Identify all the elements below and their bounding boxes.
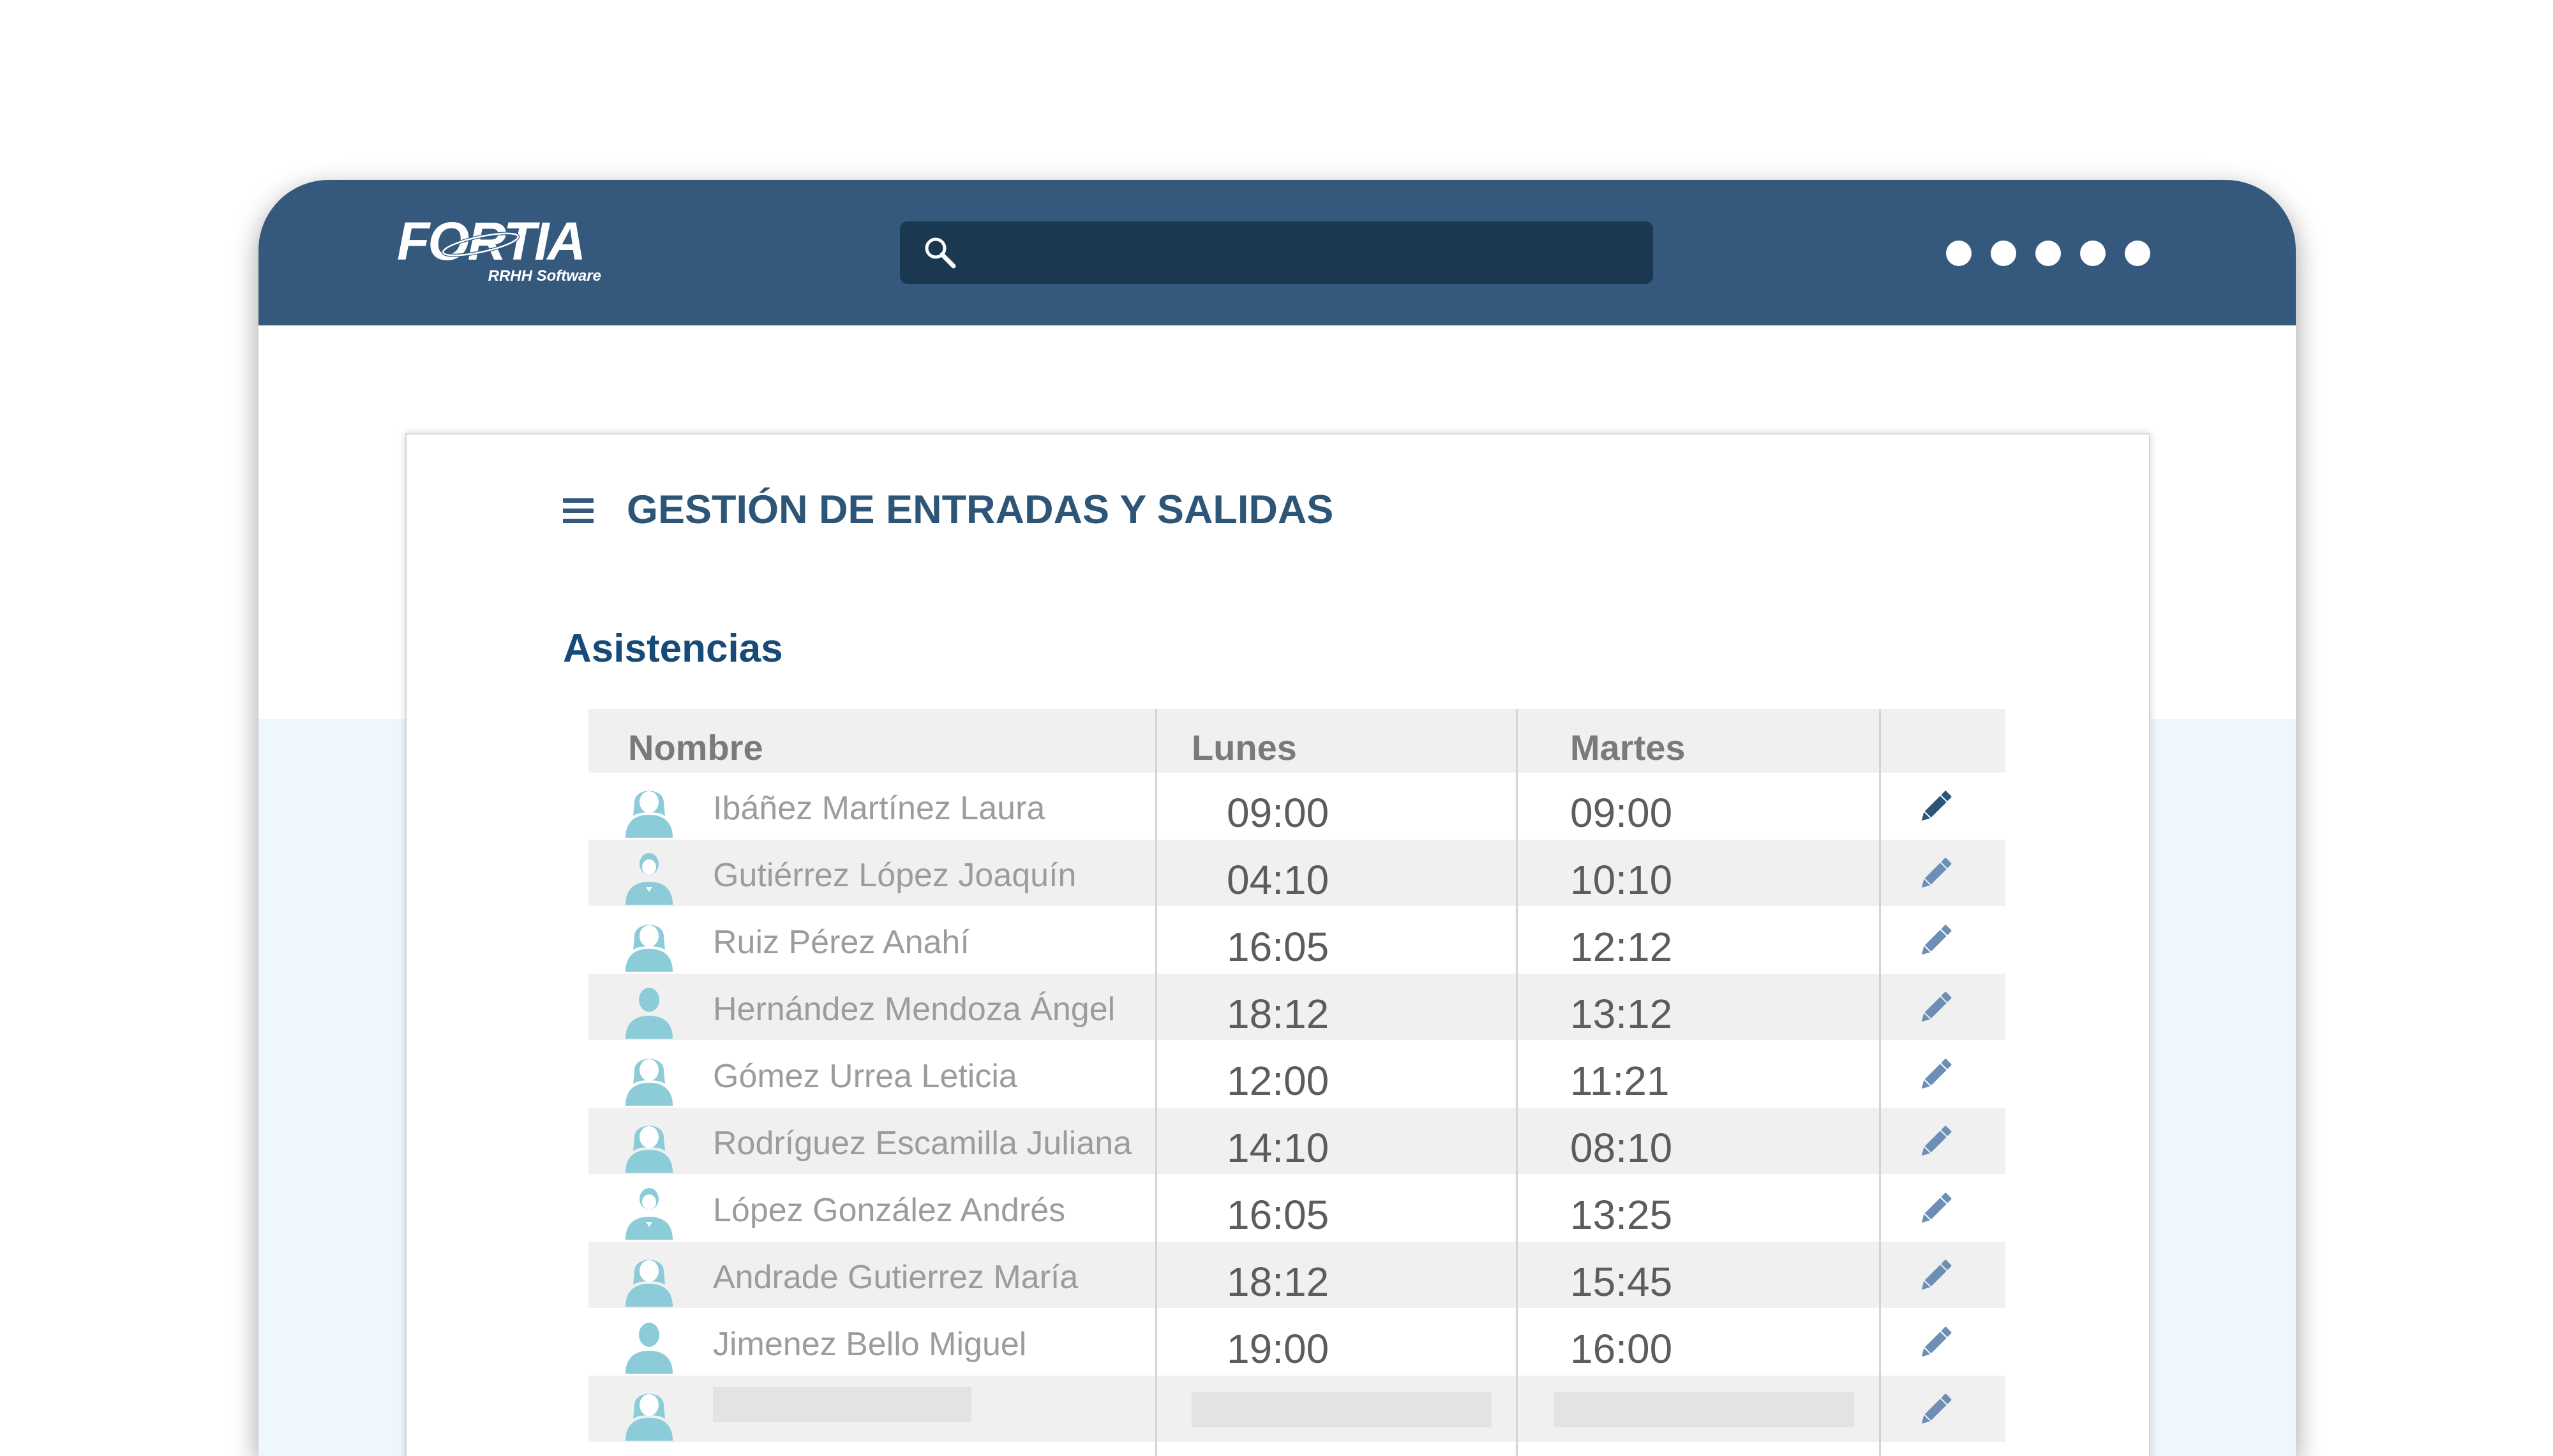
avatar-icon — [620, 1314, 678, 1374]
table-row[interactable] — [588, 974, 2005, 1040]
time-martes: 10:10 — [1570, 857, 1673, 903]
time-martes: 11:21 — [1570, 1058, 1670, 1104]
avatar-icon — [620, 778, 678, 838]
avatar-icon — [620, 1381, 678, 1441]
placeholder-row — [588, 1376, 2005, 1442]
section-title: Asistencias — [563, 627, 783, 671]
search-bar[interactable] — [900, 221, 1653, 284]
avatar-icon — [620, 912, 678, 972]
time-lunes: 18:12 — [1227, 991, 1329, 1037]
avatar-icon — [620, 979, 678, 1039]
time-martes: 13:25 — [1570, 1192, 1673, 1238]
employee-name: Hernández Mendoza Ángel — [713, 991, 1116, 1028]
time-lunes: 04:10 — [1227, 857, 1329, 903]
time-lunes: 09:00 — [1227, 790, 1329, 836]
column-divider — [1879, 709, 1881, 1456]
edit-pencil-icon[interactable] — [1915, 1256, 1956, 1296]
time-martes: 09:00 — [1570, 790, 1673, 836]
edit-pencil-icon[interactable] — [1915, 1122, 1956, 1163]
window-dot[interactable] — [2125, 241, 2150, 266]
fortia-logo[interactable] — [396, 215, 613, 288]
svg-text:FORTIA: FORTIA — [397, 215, 585, 271]
time-martes: 15:45 — [1570, 1259, 1673, 1305]
employee-name: Rodríguez Escamilla Juliana — [713, 1125, 1132, 1162]
table-row[interactable] — [588, 1309, 2005, 1375]
table-row[interactable] — [588, 1175, 2005, 1241]
table-row[interactable] — [588, 840, 2005, 906]
time-martes: 08:10 — [1570, 1125, 1673, 1171]
table-row[interactable] — [588, 1041, 2005, 1107]
page-title: GESTIÓN DE ENTRADAS Y SALIDAS — [627, 487, 1334, 532]
attendance-table — [588, 709, 2005, 1456]
edit-pencil-icon[interactable] — [1915, 1390, 1956, 1430]
edit-pencil-icon[interactable] — [1915, 1055, 1956, 1096]
hamburger-menu-icon[interactable] — [563, 498, 594, 524]
time-lunes: 16:05 — [1227, 1192, 1329, 1238]
window-dot[interactable] — [1991, 241, 2016, 266]
time-lunes: 14:10 — [1227, 1125, 1329, 1171]
edit-pencil-icon[interactable] — [1915, 854, 1956, 895]
search-icon — [922, 234, 959, 271]
edit-pencil-icon[interactable] — [1915, 1323, 1956, 1363]
avatar-icon — [620, 1247, 678, 1307]
app-window — [258, 180, 2296, 1456]
time-lunes: 16:05 — [1227, 924, 1329, 970]
employee-name: Andrade Gutierrez María — [713, 1259, 1079, 1296]
employee-name: Gómez Urrea Leticia — [713, 1058, 1017, 1095]
employee-name: Ruiz Pérez Anahí — [713, 924, 970, 961]
edit-pencil-icon[interactable] — [1915, 1189, 1956, 1229]
table-row[interactable] — [588, 1108, 2005, 1174]
time-martes: 13:12 — [1570, 991, 1673, 1037]
employee-name: Ibáñez Martínez Laura — [713, 790, 1045, 827]
table-row[interactable] — [588, 907, 2005, 973]
column-header-lunes[interactable]: Lunes — [1192, 727, 1297, 768]
time-lunes: 18:12 — [1227, 1259, 1329, 1305]
column-header-nombre[interactable]: Nombre — [628, 727, 763, 768]
edit-pencil-icon[interactable] — [1915, 787, 1956, 828]
edit-pencil-icon[interactable] — [1915, 988, 1956, 1029]
time-placeholder — [1192, 1392, 1492, 1427]
table-header — [588, 709, 2005, 773]
time-martes: 16:00 — [1570, 1326, 1673, 1372]
column-divider — [1516, 709, 1518, 1456]
time-lunes: 19:00 — [1227, 1326, 1329, 1372]
name-placeholder — [713, 1387, 971, 1422]
column-divider — [1155, 709, 1157, 1456]
window-controls[interactable] — [1946, 241, 2150, 266]
top-bar — [258, 180, 2296, 325]
window-dot[interactable] — [2035, 241, 2061, 266]
table-row[interactable] — [588, 773, 2005, 839]
avatar-icon — [620, 845, 678, 905]
avatar-icon — [620, 1113, 678, 1173]
employee-name: Jimenez Bello Miguel — [713, 1326, 1027, 1363]
time-lunes: 12:00 — [1227, 1058, 1329, 1104]
time-placeholder — [1554, 1392, 1854, 1427]
avatar-icon — [620, 1180, 678, 1240]
svg-text:RRHH Software: RRHH Software — [488, 267, 601, 285]
avatar-icon — [620, 1046, 678, 1106]
content-card — [405, 433, 2150, 1456]
column-header-martes[interactable]: Martes — [1570, 727, 1686, 768]
employee-name: Gutiérrez López Joaquín — [713, 857, 1077, 894]
window-dot[interactable] — [1946, 241, 1972, 266]
time-martes: 12:12 — [1570, 924, 1673, 970]
edit-pencil-icon[interactable] — [1915, 921, 1956, 962]
employee-name: López González Andrés — [713, 1192, 1066, 1229]
table-row[interactable] — [588, 1242, 2005, 1308]
window-dot[interactable] — [2080, 241, 2106, 266]
